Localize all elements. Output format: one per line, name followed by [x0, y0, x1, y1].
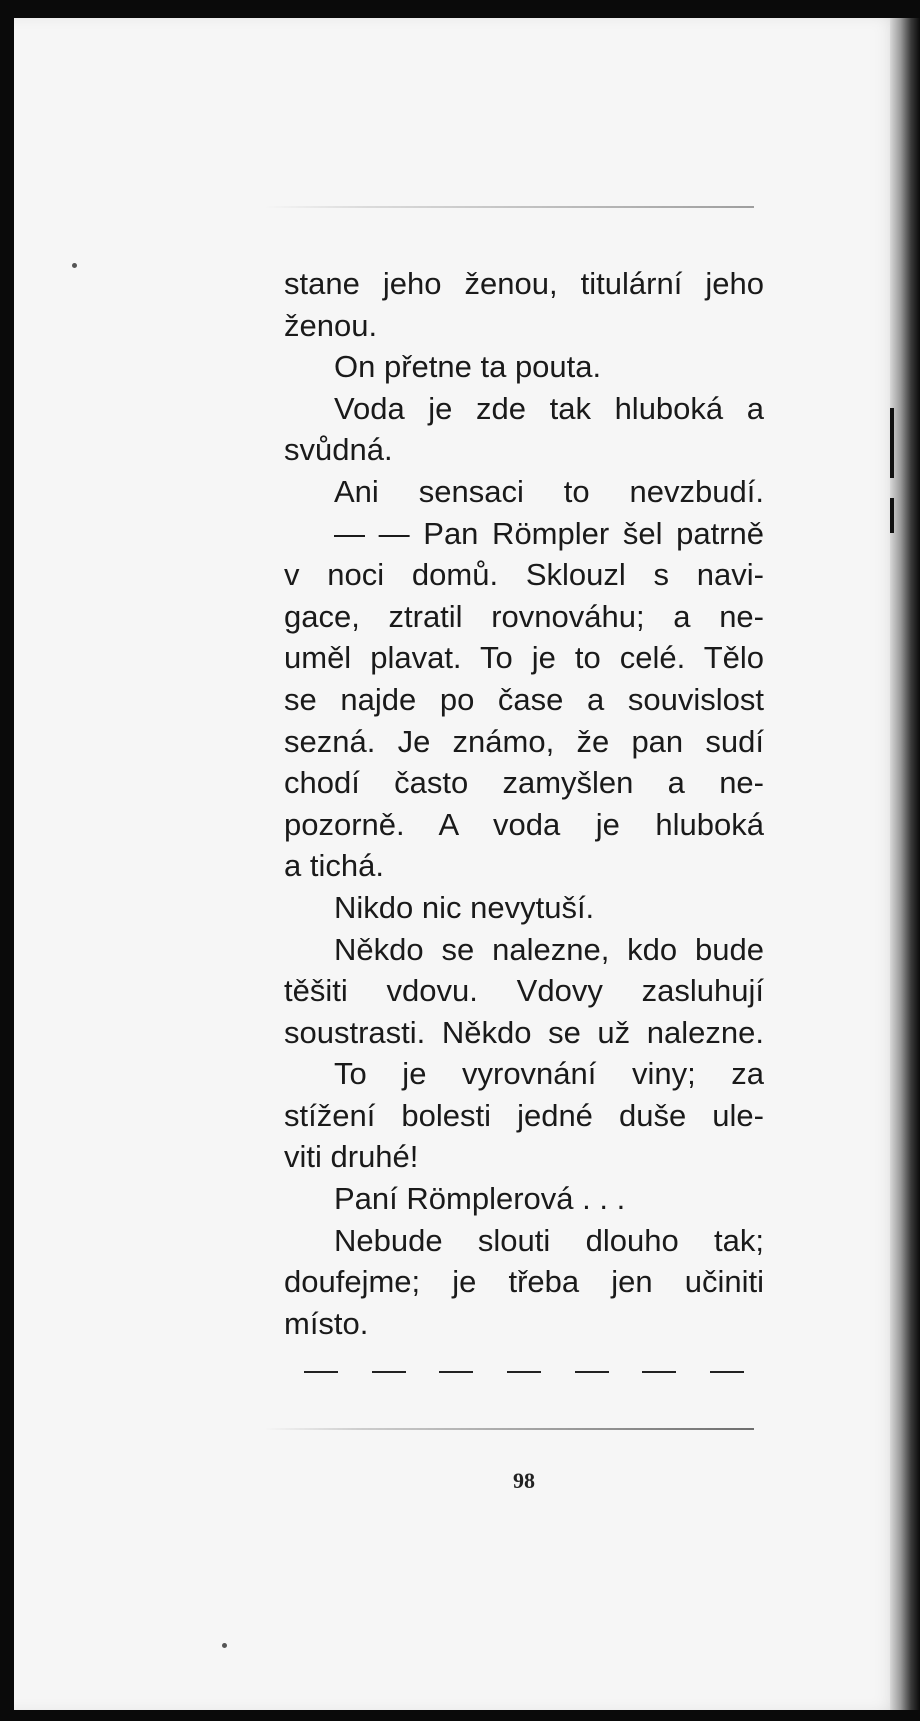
text-line: On přetne ta pouta. [334, 349, 602, 385]
text-line: Paní Römplerová . . . [334, 1181, 626, 1217]
book-spine-shadow [890, 18, 920, 1710]
text-line: těšiti vdovu. Vdovy zasluhují [284, 973, 764, 1009]
top-rule [264, 206, 754, 208]
scan-speck [222, 1643, 227, 1648]
dash [642, 1371, 676, 1373]
dash [710, 1371, 744, 1373]
dash [304, 1371, 338, 1373]
text-line: viti druhé! [284, 1139, 419, 1175]
text-line: Nikdo nic nevytuší. [334, 889, 595, 925]
text-line: pozorně. A voda je hluboká [284, 806, 764, 842]
text-line: ženou. [284, 307, 378, 343]
text-line: Někdo se nalezne, kdo bude [334, 931, 764, 967]
text-line: a tichá. [284, 848, 384, 884]
text-line: gace, ztratil rovnováhu; a ne- [284, 598, 764, 634]
text-line: místo. [284, 1305, 369, 1341]
text-line: se najde po čase a souvislost [284, 681, 764, 717]
text-line: To je vyrovnání viny; za [334, 1056, 764, 1092]
text-line: Voda je zde tak hluboká a [334, 390, 764, 426]
book-page [14, 18, 904, 1710]
scan-speck [72, 263, 77, 268]
dash [372, 1371, 406, 1373]
text-line: stane jeho ženou, titulární jeho [284, 266, 764, 301]
spine-mark [890, 408, 894, 478]
text-line: chodí často zamyšlen a ne- [284, 765, 764, 801]
text-line: svůdná. [284, 432, 393, 468]
dash [507, 1371, 541, 1373]
bottom-rule [264, 1428, 754, 1430]
dash [575, 1371, 609, 1373]
text-line: soustrasti. Někdo se už nalezne. [284, 1014, 764, 1050]
text-line: doufejme; je třeba jen učiniti [284, 1264, 764, 1300]
text-line: — — Pan Römpler šel patrně [334, 515, 764, 551]
text-line: sezná. Je známo, že pan sudí [284, 723, 764, 759]
spine-mark [890, 498, 894, 533]
text-line: Ani sensaci to nevzbudí. [334, 473, 764, 509]
text-line: Nebude slouti dlouho tak; [334, 1222, 764, 1258]
page-number: 98 [513, 1468, 535, 1493]
text-line: stížení bolesti jedné duše ule- [284, 1097, 764, 1133]
body-text [284, 263, 764, 1344]
text-line: uměl plavat. To je to celé. Tělo [284, 640, 764, 676]
section-break-dashes [304, 1371, 744, 1373]
dash [439, 1371, 473, 1373]
text-line: v noci domů. Sklouzl s navi- [284, 557, 764, 593]
